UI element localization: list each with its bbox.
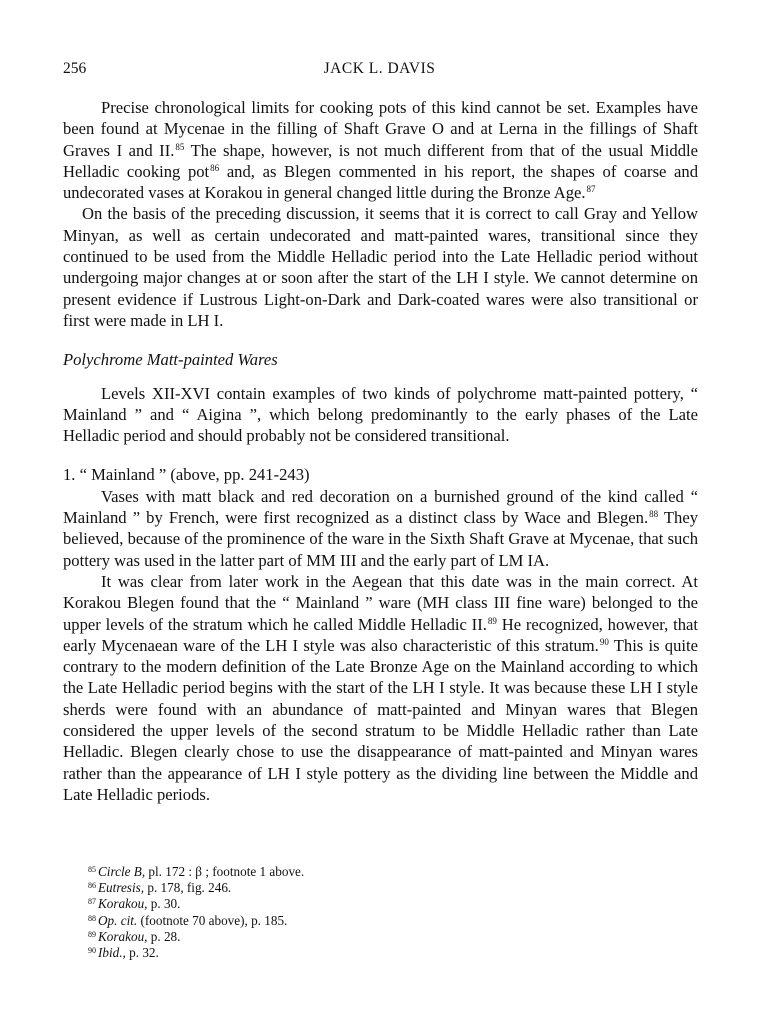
- footnote: [87, 945, 304, 961]
- footnote-text: p. 28.: [147, 928, 181, 944]
- footnote-text: p. 32.: [125, 945, 159, 961]
- footnote-number: 86: [88, 881, 96, 891]
- text-span: and at Lerna in the fillings of Shaft Graves I and II.: [63, 119, 699, 160]
- paragraph-polychrome-intro: Levels XII-XVI contain examples of two kinds of polychrome matt-painted pottery, “ Mainland ” and “ Aigina ”, which belong predominantly to the early phases of the Late Helladic period and should probably not be considered transitional.: [63, 383, 698, 446]
- footnote-number: 87: [88, 897, 96, 907]
- text-span: O: [431, 119, 444, 139]
- paragraph-transitional-wares: On the basis of the preceding discussion, it seems that it is correct to call Gray and Yellow Minyan, as well as certain undecorated and matt-painted wares, transitional since they continued to be used from the Middle Helladic period into the Late Helladic period without undergoing major changes at or soon after the start of the LH I style. We cannot determine on present evidence if Lustrous Light-on-Dark and Dark-coated wares were also transitional or first were made in LH I.: [63, 204, 698, 330]
- footnotes: [87, 864, 304, 961]
- footnote-title: Korakou,: [98, 928, 148, 944]
- footnote-text: pl. 172 : β ; footnote 1 above.: [145, 864, 305, 879]
- footnote-ref-88[interactable]: 88: [649, 509, 659, 520]
- paragraph-korakou: [63, 571, 698, 805]
- footnote-ref-87[interactable]: 87: [586, 184, 596, 195]
- running-header: [63, 60, 696, 82]
- footnote-title: Op. cit.: [98, 912, 138, 928]
- text-span: Vases with matt black and red decoration on a burnished ground of the kind called “ Mainland ” by French, were first recognized as a distinct class by Wace and Blegen.: [63, 486, 698, 528]
- footnote-number: 89: [88, 929, 96, 939]
- footnote-title: Ibid.,: [98, 945, 126, 961]
- footnote-ref-89[interactable]: 89: [487, 615, 497, 626]
- main-text: [63, 97, 698, 805]
- text-span: They believed, because of the prominence of the ware in the Sixth Shaft Grave at Mycenae, that such pottery was used in the latter part of MM III and the early part of LM IA.: [63, 508, 698, 570]
- footnote-title: Korakou,: [98, 896, 148, 912]
- subsection-heading: 1. “ Mainland ” (above, pp. 241-243): [63, 465, 310, 485]
- paragraph-mainland-ware: [63, 486, 698, 571]
- text-span: It was clear from later work in the Aegean that this date was in the main correct. At Korakou Blegen found that the “ Mainland ” ware (MH class III fine ware) belonged to the upper levels of the stratum which he called Middle Helladic II.: [63, 571, 698, 634]
- text-span: The shape, however, is not much different from that of the usual Middle Helladic cooking pot: [63, 140, 698, 181]
- footnote-ref-90[interactable]: 90: [599, 636, 609, 647]
- footnote-number: 85: [88, 865, 96, 874]
- footnote-text: (footnote 70 above), p. 185.: [137, 912, 288, 928]
- text-span: He recognized, however, that early Mycenaean ware of the LH I style was also characteristic of this stratum.: [63, 614, 698, 655]
- footnote-ref-85[interactable]: 85: [175, 141, 185, 152]
- text-span: This is quite contrary to the modern definition of the Late Bronze Age on the Mainland according to which the Late Helladic period begins with the start of the LH I style. It was because these LH I style sherds were found with an abundance of matt-painted and Minyan wares that Blegen considered the upper levels of the second stratum to be Middle Helladic rather than Late Helladic. Blegen clearly chose to use the disappearance of matt-painted and Minyan wares rather than the appearance of LH I style pottery as the dividing line between the Middle and Late Helladic periods.: [63, 635, 698, 804]
- footnote-text: p. 30.: [147, 896, 181, 912]
- text-span: and, as Blegen commented in his report, the shapes of coarse and undecorated vases at Korakou in general changed little during the Bronze Age.: [63, 161, 698, 203]
- footnote-text: p. 178, fig. 246.: [144, 880, 232, 896]
- footnote-title: Eutresis,: [98, 880, 145, 896]
- footnote: [87, 929, 304, 945]
- running-head-author: JACK L. DAVIS: [323, 60, 436, 77]
- section-heading: Polychrome Matt-painted Wares: [63, 350, 278, 370]
- footnote-number: 88: [88, 913, 96, 923]
- text-span: Precise chronological limits for cooking pots of this kind cannot be set. Examples have been found at Mycenae in the filling of Shaft Grave: [63, 98, 698, 139]
- footnote-title: Circle B,: [98, 864, 146, 879]
- footnote: [87, 896, 304, 912]
- footnote-ref-86[interactable]: 86: [210, 162, 220, 173]
- footnote: [87, 880, 304, 896]
- page-number: 256: [63, 60, 87, 77]
- footnote-number: 90: [88, 946, 96, 956]
- footnote: [87, 913, 304, 929]
- paragraph-cooking-pots: [63, 97, 698, 203]
- footnote: [87, 864, 304, 880]
